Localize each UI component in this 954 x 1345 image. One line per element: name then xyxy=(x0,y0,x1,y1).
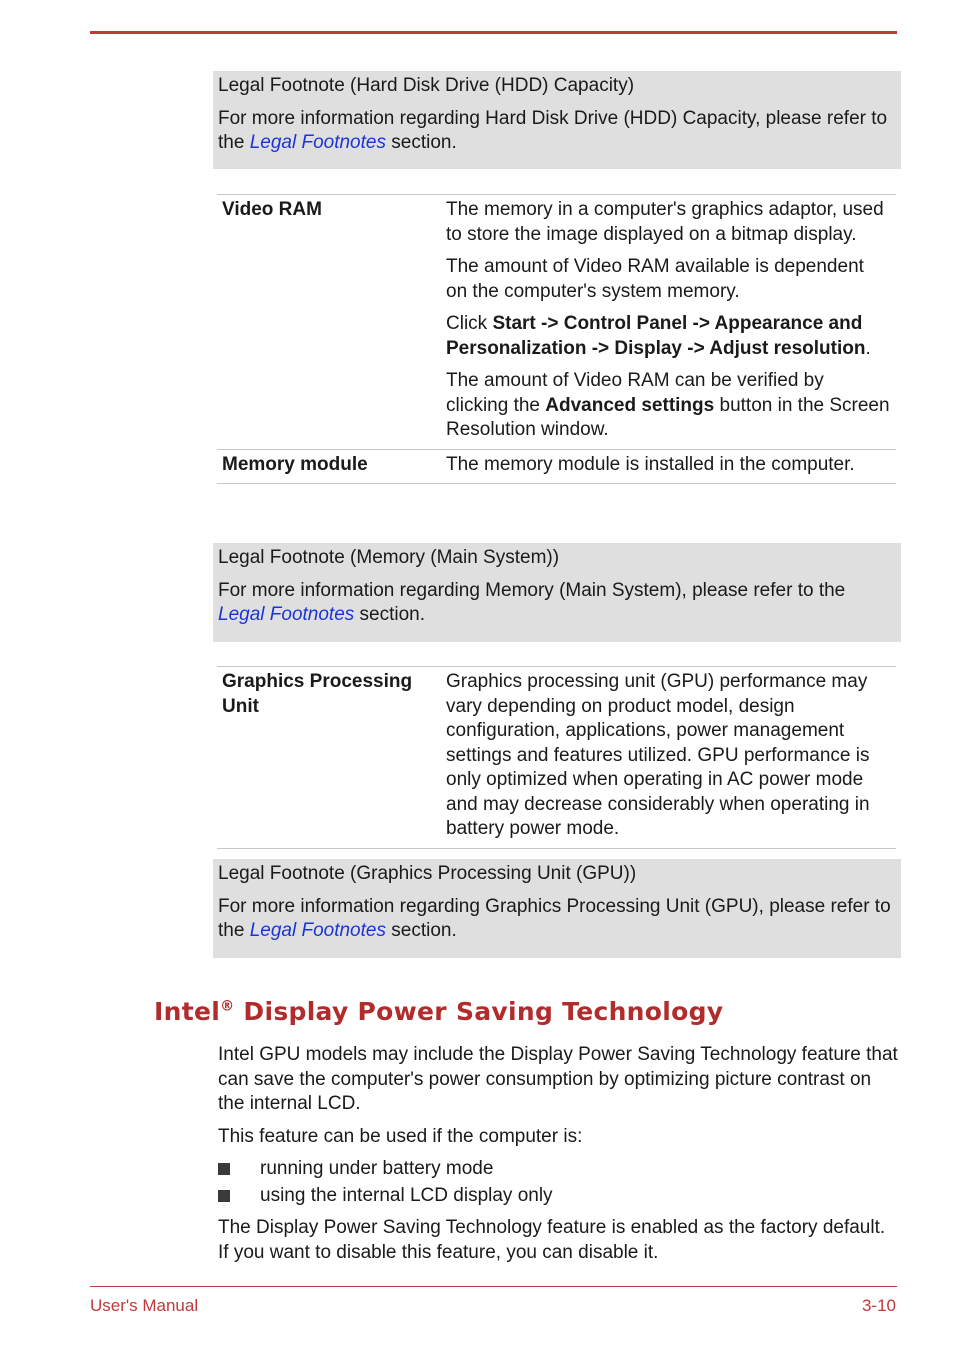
desc-text: . xyxy=(865,337,871,359)
note-title: Legal Footnote (Memory (Main System)) xyxy=(218,547,560,568)
legal-footnotes-link[interactable]: Legal Footnotes xyxy=(218,604,355,625)
square-bullet-icon xyxy=(218,1163,230,1175)
desc-memory-module: The memory module is installed in the computer. xyxy=(446,453,855,475)
term-memory-module: Memory module xyxy=(222,453,368,475)
section-closing xyxy=(218,1216,898,1265)
note-title: Legal Footnote (Hard Disk Drive (HDD) Capacity) xyxy=(218,75,635,96)
body-paragraph: This feature can be used if the computer is: xyxy=(218,1126,583,1147)
desc-video-ram xyxy=(446,195,896,450)
section-heading xyxy=(154,996,723,1028)
legal-footnote-memory xyxy=(213,543,901,642)
square-bullet-icon xyxy=(218,1190,230,1202)
heading-text: Intel xyxy=(154,997,221,1026)
header-rule xyxy=(90,31,897,34)
section-condition xyxy=(218,1125,898,1150)
registered-mark: ® xyxy=(220,998,235,1015)
condition-list xyxy=(218,1157,553,1211)
term-video-ram: Video RAM xyxy=(222,199,322,220)
list-item-text: running under battery mode xyxy=(260,1158,494,1179)
desc-paragraph xyxy=(446,369,890,443)
note-title: Legal Footnote (Graphics Processing Unit (GPU)) xyxy=(218,863,637,884)
note-body xyxy=(218,579,893,628)
list-item xyxy=(218,1157,553,1184)
note-body xyxy=(218,895,893,944)
legal-footnote-hdd xyxy=(213,71,901,169)
term-gpu: Graphics Processing Unit xyxy=(222,671,413,717)
spec-table-memory xyxy=(217,194,896,484)
desc-text: button in the Screen Resolution window. xyxy=(446,394,890,440)
table-row xyxy=(217,667,896,849)
table-row xyxy=(217,195,896,450)
note-text-end: section. xyxy=(385,920,457,941)
section-intro xyxy=(218,1043,898,1117)
body-paragraph: The Display Power Saving Technology feature is enabled as the factory default. If you want to disable this feature, you can disable it. xyxy=(218,1217,886,1263)
note-text: For more information regarding Graphics Processing Unit (GPU), please refer to the xyxy=(218,895,891,941)
desc-paragraph: The memory in a computer's graphics adaptor, used to store the image displayed on a bitmap display. xyxy=(446,199,884,245)
button-name: Advanced settings xyxy=(545,394,715,416)
list-item-text: using the internal LCD display only xyxy=(260,1185,553,1206)
heading-text: Display Power Saving Technology xyxy=(234,997,724,1026)
footer-rule xyxy=(90,1286,897,1287)
body-paragraph: Intel GPU models may include the Display Power Saving Technology feature that can save the computer's power consumption by optimizing picture contrast on the internal LCD. xyxy=(218,1044,898,1114)
menu-path: Start -> Control Panel -> Appearance and Personalization -> Display -> Adjust resolution xyxy=(446,313,866,359)
note-body xyxy=(218,107,893,156)
list-item xyxy=(218,1184,553,1211)
legal-footnote-gpu xyxy=(213,859,901,958)
footer-page-number: 3-10 xyxy=(861,1296,896,1315)
note-text-end: section. xyxy=(385,132,457,153)
desc-text: The amount of Video RAM can be verified by clicking the xyxy=(446,370,824,416)
desc-paragraph: The amount of Video RAM available is dependent on the computer's system memory. xyxy=(446,256,864,302)
desc-text: Click xyxy=(446,313,493,334)
legal-footnotes-link[interactable]: Legal Footnotes xyxy=(249,132,386,153)
note-text: For more information regarding Hard Disk Drive (HDD) Capacity, please refer to the xyxy=(218,107,888,153)
footer-manual-title: User's Manual xyxy=(90,1296,199,1315)
table-row xyxy=(217,449,896,484)
spec-table-gpu xyxy=(217,666,896,849)
desc-gpu: Graphics processing unit (GPU) performance may vary depending on product model, design configuration, applications, power management settings and features utilized. GPU performance is only optimized when operating in AC power mode and may decrease considerably when operating in battery power mode. xyxy=(446,671,870,839)
note-text: For more information regarding Memory (Main System), please refer to the xyxy=(218,579,846,601)
legal-footnotes-link[interactable]: Legal Footnotes xyxy=(249,920,386,941)
desc-paragraph xyxy=(446,312,890,361)
note-text-end: section. xyxy=(354,604,426,625)
